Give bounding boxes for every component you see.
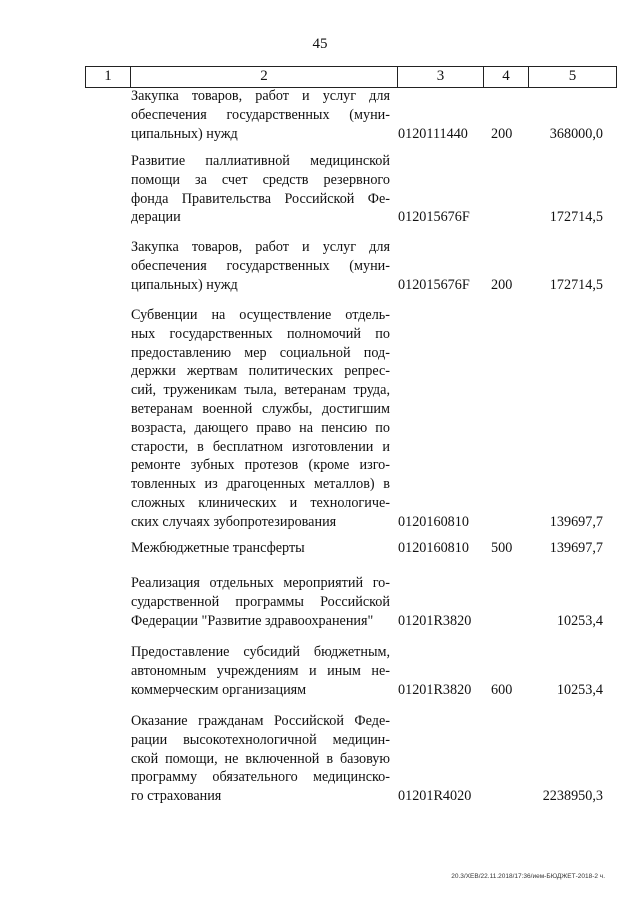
row-code: 01201R4020 [398,788,472,805]
description-line: программу обязательного медицинско- [131,769,390,786]
row-amount: 139697,7 [549,540,603,556]
description-line: обеспечения государственных (муни- [131,257,390,274]
row-code: 01201R3820 [398,681,472,698]
description-line: ветеранам военной службы, достигшим [131,400,390,417]
description-line: ской помощи, не включенной в базовую [131,750,390,767]
description-line: ципальных) нужд [131,276,238,293]
description-line: предоставлению мер социальной под- [131,344,390,361]
row-description [131,712,390,806]
row-expense-type: 200 [491,125,513,142]
header-col-2: 2 [130,67,397,87]
description-line: держки жертвам политических репрес- [131,363,390,380]
row-description [131,152,390,227]
description-line: сий, труженикам тыла, ветеранам труда, [131,382,390,399]
header-col-5: 5 [528,67,617,87]
row-amount: 10253,4 [556,612,603,629]
description-line: дерации [131,209,181,226]
row-amount: 172714,5 [549,276,603,293]
header-col-1: 1 [85,67,130,87]
row-code: 0120160810 [398,540,469,556]
row-amount: 2238950,3 [542,788,603,805]
row-code: 0120160810 [398,513,469,530]
description-line: ремонте зубных протезов (кроме изго- [131,457,390,474]
page-number: 45 [312,36,328,52]
table-header [85,66,617,88]
description-line: Закупка товаров, работ и услуг для [131,88,390,104]
description-line: автономным учреждениям и иным не- [131,662,390,679]
row-description [131,643,390,699]
row-description [131,539,390,558]
description-line: помощи за счет средств резервного [131,171,390,188]
description-line: Закупка товаров, работ и услуг для [131,239,390,255]
row-amount: 139697,7 [549,513,603,530]
description-line: го страхования [131,788,222,805]
description-line: Оказание гражданам Российской Феде- [131,713,390,729]
description-line: сложных клинических и технологиче- [131,494,390,511]
row-amount: 172714,5 [549,209,603,226]
footer-stamp: 20.3/XEB/22.11.2018/17:36/ием-БЮДЖЕТ-2018-2 ч. [451,873,605,880]
row-expense-type: 200 [491,276,513,293]
row-code: 01201R3820 [398,612,472,629]
description-line: возраста, дающего право на пенсию по [131,419,390,436]
row-description [131,87,390,143]
description-line: ских случаях зубопротезирования [131,513,337,530]
header-col-4: 4 [483,67,528,87]
description-line: ных государственных полномочий по [131,325,390,342]
description-line: сударственной программы Российской [131,593,390,610]
row-code: 0120111440 [398,125,468,142]
description-line: рации высокотехнологичной медицин- [131,731,390,748]
description-line: ципальных) нужд [131,125,238,142]
description-line: товленных из драгоценных металлов) в [131,476,390,493]
description-line: Реализация отдельных мероприятий го- [131,575,390,591]
description-line: Межбюджетные трансферты [131,540,305,556]
description-line: Предоставление субсидий бюджетным, [131,644,390,660]
row-code: 012015676F [398,209,470,226]
header-col-3: 3 [397,67,483,87]
row-code: 012015676F [398,276,470,293]
description-line: Федерации "Развитие здравоохранения" [131,612,374,629]
description-line: коммерческим организациям [131,681,307,698]
description-line: фонда Правительства Российской Фе- [131,190,390,207]
row-amount: 368000,0 [549,125,603,142]
description-line: старости, в бесплатном изготовлении и [131,438,390,455]
description-line: Развитие паллиативной медицинской [131,153,390,169]
description-line: обеспечения государственных (муни- [131,106,390,123]
row-description [131,574,390,630]
row-expense-type: 500 [491,540,513,556]
description-line: Субвенции на осуществление отдель- [131,307,390,323]
row-amount: 10253,4 [556,681,603,698]
row-description [131,306,390,532]
row-description [131,238,390,294]
row-expense-type: 600 [491,681,513,698]
